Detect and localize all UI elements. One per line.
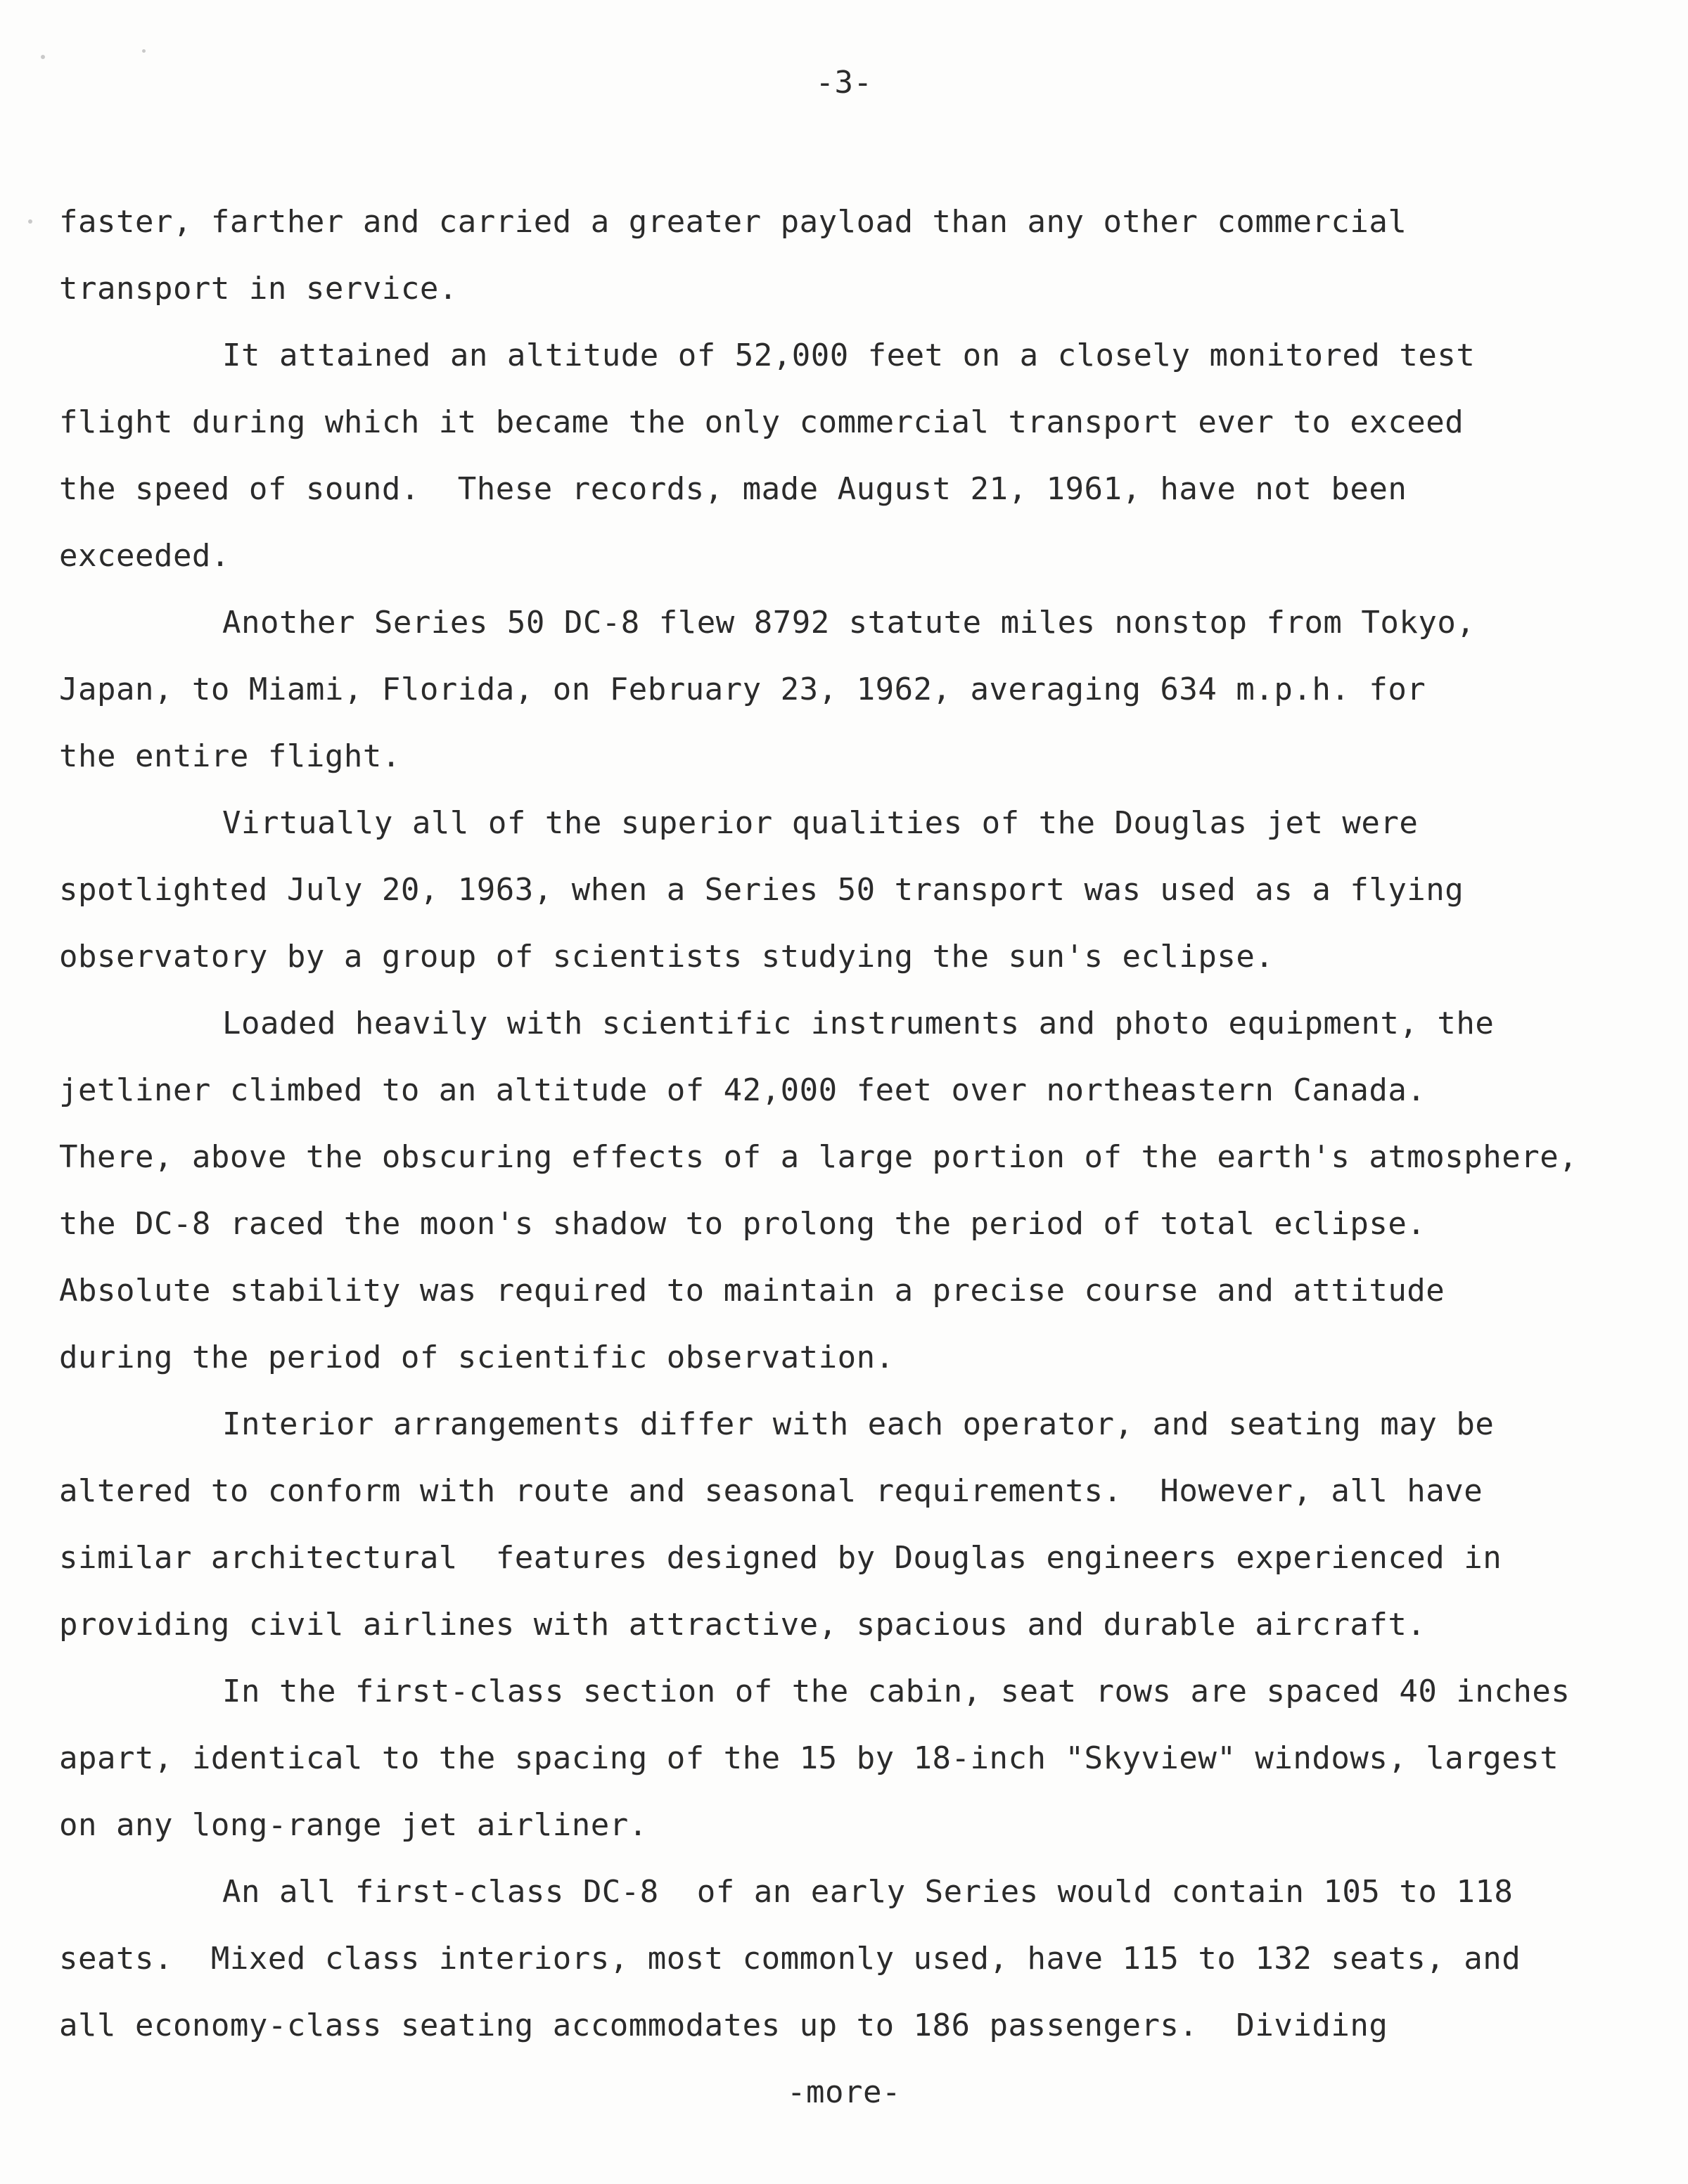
text-line: during the period of scientific observation. bbox=[59, 1340, 895, 1375]
continuation-marker: -more- bbox=[787, 2074, 901, 2110]
text-line: seats. Mixed class interiors, most commonly used, have 115 to 132 seats, and bbox=[59, 1941, 1521, 1977]
text-line: transport in service. bbox=[59, 271, 458, 307]
text-line: spotlighted July 20, 1963, when a Series 50 transport was used as a flying bbox=[59, 872, 1464, 908]
paragraph bbox=[59, 322, 1642, 589]
text-line: the entire flight. bbox=[59, 738, 401, 774]
text-line: flight during which it became the only commercial transport ever to exceed bbox=[59, 404, 1464, 440]
text-line: apart, identical to the spacing of the 15 by 18-inch "Skyview" windows, largest bbox=[59, 1740, 1559, 1776]
text-line: on any long-range jet airliner. bbox=[59, 1807, 648, 1843]
text-line: observatory by a group of scientists studying the sun's eclipse. bbox=[59, 939, 1274, 975]
scan-speck bbox=[28, 219, 32, 224]
text-line: Interior arrangements differ with each operator, and seating may be bbox=[222, 1406, 1495, 1442]
text-line: Loaded heavily with scientific instruments and photo equipment, the bbox=[222, 1006, 1495, 1041]
paragraph bbox=[59, 589, 1642, 790]
paragraph bbox=[59, 1658, 1642, 1858]
text-line: Another Series 50 DC-8 flew 8792 statute miles nonstop from Tokyo, bbox=[222, 605, 1476, 641]
text-line: An all first-class DC-8 of an early Series would contain 105 to 118 bbox=[222, 1874, 1514, 1910]
scan-speck bbox=[41, 55, 45, 59]
text-line: faster, farther and carried a greater payload than any other commercial bbox=[59, 204, 1407, 240]
body-text bbox=[59, 188, 1642, 2059]
text-line: providing civil airlines with attractive, spacious and durable aircraft. bbox=[59, 1607, 1426, 1643]
paragraph bbox=[59, 990, 1642, 1391]
paragraph bbox=[59, 1391, 1642, 1658]
paragraph bbox=[59, 188, 1642, 322]
text-line: Virtually all of the superior qualities of the Douglas jet were bbox=[222, 805, 1419, 841]
text-line: In the first-class section of the cabin, seat rows are spaced 40 inches bbox=[222, 1674, 1571, 1709]
paragraph bbox=[59, 1858, 1642, 2059]
text-line: It attained an altitude of 52,000 feet on a closely monitored test bbox=[222, 338, 1476, 373]
text-line: the speed of sound. These records, made August 21, 1961, have not been bbox=[59, 471, 1407, 507]
text-line: Absolute stability was required to maintain a precise course and attitude bbox=[59, 1273, 1445, 1309]
scan-speck bbox=[142, 49, 146, 53]
text-line: exceeded. bbox=[59, 538, 230, 574]
text-line: all economy-class seating accommodates up to 186 passengers. Dividing bbox=[59, 2008, 1388, 2043]
paragraph bbox=[59, 790, 1642, 990]
text-line: similar architectural features designed by Douglas engineers experienced in bbox=[59, 1540, 1502, 1576]
text-line: jetliner climbed to an altitude of 42,000 feet over northeastern Canada. bbox=[59, 1072, 1426, 1108]
text-line: Japan, to Miami, Florida, on February 23, 1962, averaging 634 m.p.h. for bbox=[59, 672, 1426, 707]
text-line: There, above the obscuring effects of a large portion of the earth's atmosphere, bbox=[59, 1139, 1578, 1175]
text-line: altered to conform with route and seasonal requirements. However, all have bbox=[59, 1473, 1483, 1509]
page-number: -3- bbox=[815, 65, 873, 101]
text-line: the DC-8 raced the moon's shadow to prolong the period of total eclipse. bbox=[59, 1206, 1426, 1242]
